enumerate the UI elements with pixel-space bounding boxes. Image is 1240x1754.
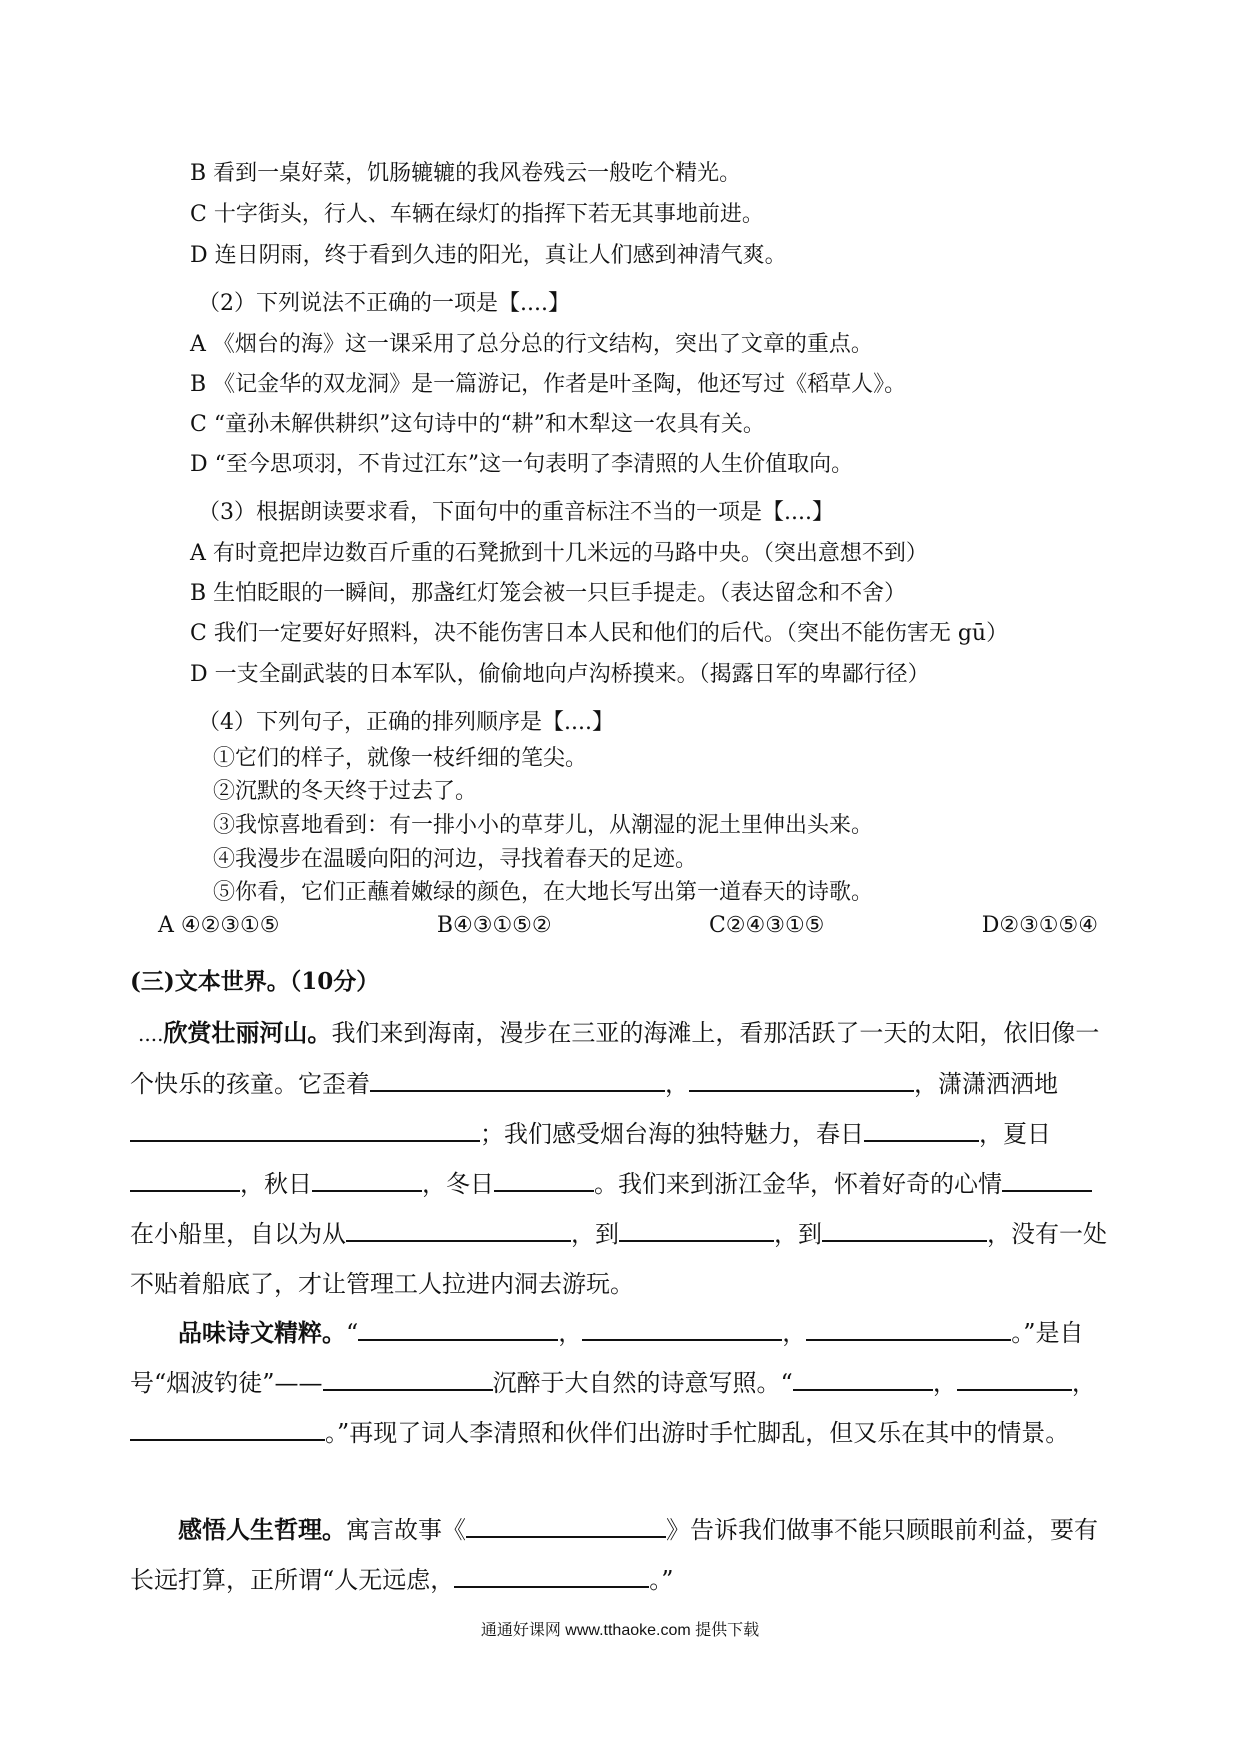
q4-answer-d: D②③①⑤④: [981, 913, 1098, 938]
fill-blank[interactable]: [323, 1363, 493, 1391]
fill-blank[interactable]: [346, 1214, 571, 1242]
fill-blank[interactable]: [1002, 1164, 1092, 1192]
text: ，到: [571, 1220, 619, 1248]
q2-option-a: A 《烟台的海》这一课采用了总分总的行文结构，突出了文章的重点。: [190, 332, 873, 357]
q2-option-d: D “至今思项羽，不肯过江东”这一句表明了李清照的人生价值取向。: [190, 452, 854, 477]
paragraph-heading: 感悟人生哲理。: [178, 1515, 346, 1544]
section-title: (三)文本世界。（10分）: [130, 968, 380, 995]
text: ，潇潇洒洒地: [914, 1070, 1058, 1098]
q3-stem: （3）根据朗读要求看，下面句中的重音标注不当的一项是【....】: [198, 500, 834, 525]
paragraph-scenery: [130, 1008, 1110, 1309]
text: “: [346, 1319, 359, 1347]
fill-blank[interactable]: [822, 1214, 987, 1242]
q3-option-c: C 我们一定要好好照料，决不能伤害日本人民和他们的后代。（突出不能伤害无 gū）: [190, 621, 1009, 646]
text: 寓言故事《: [346, 1516, 466, 1544]
fill-blank[interactable]: [689, 1064, 914, 1092]
fill-blank[interactable]: [582, 1313, 782, 1341]
fill-blank[interactable]: [358, 1313, 558, 1341]
fill-blank[interactable]: [130, 1413, 325, 1441]
dots: ....: [138, 1022, 164, 1046]
fill-blank[interactable]: [454, 1560, 649, 1588]
text: 。我们来到浙江金华，怀着好奇的心情: [594, 1170, 1002, 1198]
q3-option-b: B 生怕眨眼的一瞬间，那盏红灯笼会被一只巨手提走。（表达留念和不舍）: [190, 581, 907, 606]
fill-blank[interactable]: [957, 1363, 1072, 1391]
text: ，: [1071, 1369, 1096, 1397]
paragraph-heading: 品味诗文精粹。: [178, 1318, 346, 1347]
paragraph-heading: 欣赏壮丽河山。: [163, 1018, 332, 1047]
fill-blank[interactable]: [370, 1064, 665, 1092]
text: ，: [932, 1369, 957, 1397]
paragraph-philosophy: [130, 1505, 1110, 1605]
text: ；我们感受烟台海的独特魅力，春日: [480, 1120, 864, 1148]
text: ，没有一处不贴着船底了，才让管理工人拉进内洞去游玩。: [130, 1220, 1107, 1298]
q4-answer-choices: [158, 909, 1098, 943]
text: 》告诉我们做事不能只顾眼前利益，要有长远打算，正所谓“人无远虑，: [130, 1516, 1098, 1594]
text: ，秋日: [240, 1170, 312, 1198]
text: 在小船里，自以为从: [130, 1220, 346, 1248]
text: 我们来到海南，漫步在三亚的海滩上，看那活跃了一天的太阳，依旧像一个快乐的孩童。它歪着: [130, 1019, 1100, 1098]
text: ，到: [774, 1220, 822, 1248]
q4-stem: （4）下列句子，正确的排列顺序是【....】: [198, 710, 614, 735]
text: ，冬日: [422, 1170, 494, 1198]
q4-sentence-4: ④我漫步在温暖向阳的河边，寻找着春天的足迹。: [213, 847, 698, 872]
q4-sentence-3: ③我惊喜地看到：有一排小小的草芽儿，从潮湿的泥土里伸出头来。: [213, 813, 874, 838]
text: ，: [558, 1319, 583, 1347]
text: 沉醉于大自然的诗意写照。“: [492, 1369, 793, 1397]
paragraph-poetry: [130, 1308, 1110, 1458]
fill-blank[interactable]: [312, 1164, 422, 1192]
q4-answer-b: B④③①⑤②: [436, 913, 552, 938]
q4-sentence-1: ①它们的样子，就像一枝纤细的笔尖。: [213, 746, 588, 771]
text: ，: [665, 1070, 689, 1098]
q4-sentence-2: ②沉默的冬天终于过去了。: [213, 779, 478, 804]
fill-blank[interactable]: [864, 1114, 979, 1142]
text: 。”再现了词人李清照和伙伴们出游时手忙脚乱，但又乐在其中的情景。: [325, 1419, 1070, 1447]
text: 。”: [649, 1566, 674, 1594]
text: ，夏日: [979, 1120, 1051, 1148]
footer-credit: 通通好课网 www.tthaoke.com 提供下载: [480, 1622, 760, 1639]
text: ，: [782, 1319, 807, 1347]
fill-blank[interactable]: [130, 1114, 480, 1142]
q2-stem: （2）下列说法不正确的一项是【....】: [198, 291, 570, 316]
q2-option-b: B 《记金华的双龙洞》是一篇游记，作者是叶圣陶，他还写过《稻草人》。: [190, 372, 907, 397]
q1-option-b: B 看到一桌好菜，饥肠辘辘的我风卷残云一般吃个精光。: [190, 161, 742, 186]
fill-blank[interactable]: [466, 1510, 666, 1538]
q4-sentence-5: ⑤你看，它们正蘸着嫩绿的颜色，在大地长写出第一道春天的诗歌。: [213, 880, 874, 905]
text: 。”是自号“烟波钓徒”——: [130, 1319, 1084, 1397]
q4-answer-a: A ④②③①⑤: [158, 913, 280, 938]
fill-blank[interactable]: [793, 1363, 933, 1391]
q3-option-d: D 一支全副武装的日本军队，偷偷地向卢沟桥摸来。（揭露日军的卑鄙行径）: [190, 662, 930, 687]
fill-blank[interactable]: [806, 1313, 1011, 1341]
fill-blank[interactable]: [619, 1214, 774, 1242]
fill-blank[interactable]: [494, 1164, 594, 1192]
q1-option-c: C 十字街头，行人、车辆在绿灯的指挥下若无其事地前进。: [190, 202, 764, 227]
fill-blank[interactable]: [130, 1164, 240, 1192]
q3-option-a: A 有时竟把岸边数百斤重的石凳掀到十几米远的马路中央。（突出意想不到）: [190, 541, 928, 566]
q2-option-c: C “童孙未解供耕织”这句诗中的“耕”和木犁这一农具有关。: [190, 412, 765, 437]
q4-answer-c: C②④③①⑤: [708, 913, 825, 938]
q1-option-d: D 连日阴雨，终于看到久违的阳光，真让人们感到神清气爽。: [190, 243, 787, 268]
